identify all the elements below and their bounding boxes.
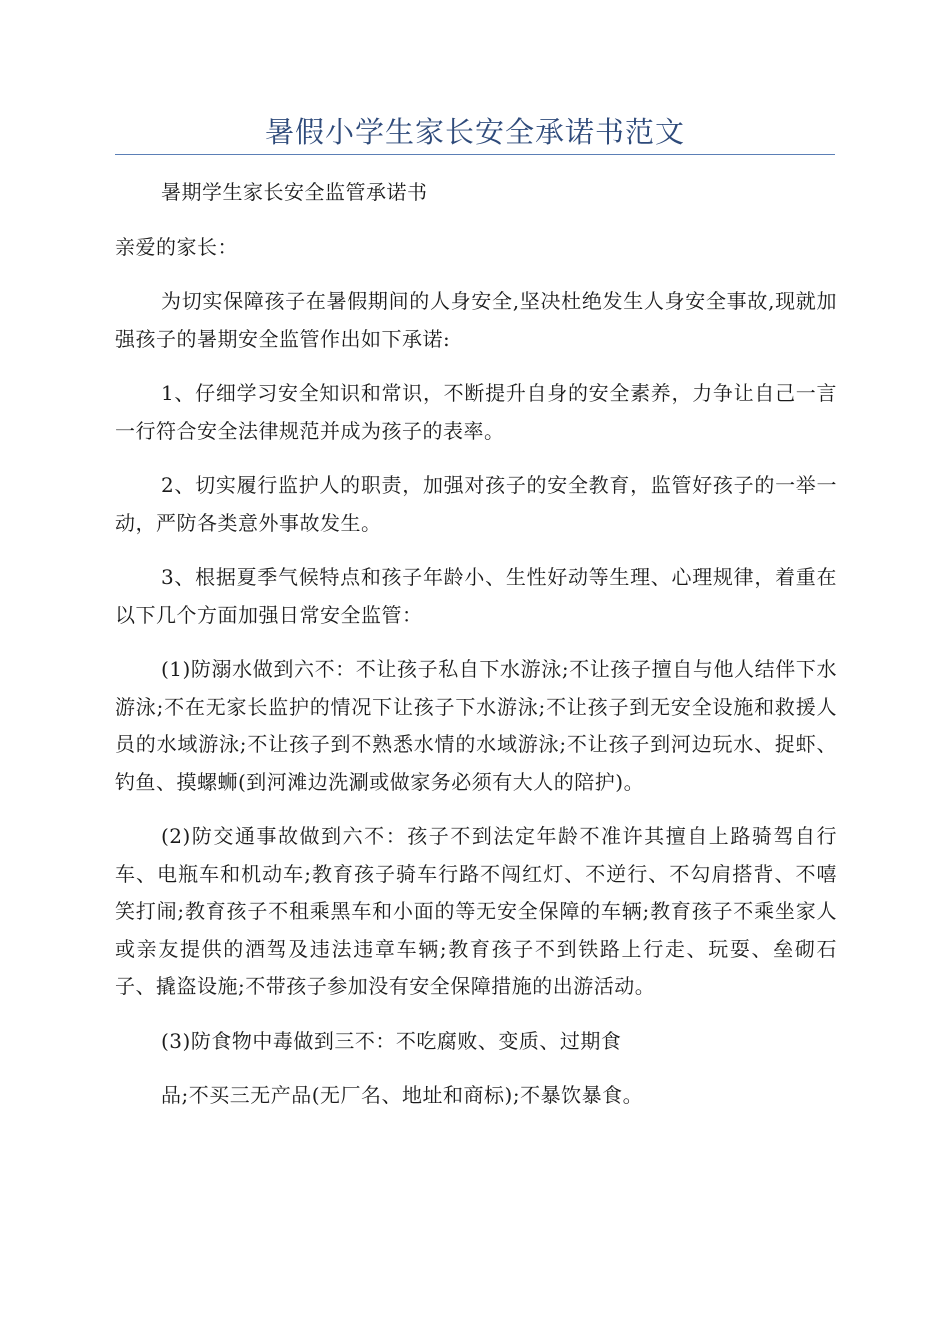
paragraph-traffic: (2)防交通事故做到六不：孩子不到法定年龄不准许其擅自上路骑驾自行车、电瓶车和机动车;教育孩子骑车行路不闯红灯、不逆行、不勾肩搭背、不嘻笑打闹;教育孩子不租乘黑车和小面的等无安全保障的车辆;教育孩子不乘坐家人或亲友提供的酒驾及违法违章车辆;教育孩子不到铁路上行走、玩耍、垒砌石子、撬盗设施;不带孩子参加没有安全保障措施的出游活动。 bbox=[115, 824, 837, 998]
salutation: 亲爱的家长： bbox=[115, 234, 238, 259]
title-underline bbox=[115, 154, 835, 155]
paragraph-intro: 为切实保障孩子在暑假期间的人身安全,坚决杜绝发生人身安全事故,现就加强孩子的暑期安全监管作出如下承诺: bbox=[115, 289, 837, 351]
paragraph-item-2: 2、切实履行监护人的职责，加强对孩子的安全教育，监管好孩子的一举一动，严防各类意外事故发生。 bbox=[115, 473, 837, 535]
document-title: 暑假小学生家长安全承诺书范文 bbox=[264, 115, 685, 149]
paragraph-drowning: (1)防溺水做到六不：不让孩子私自下水游泳;不让孩子擅自与他人结伴下水游泳;不在无家长监护的情况下让孩子下水游泳;不让孩子到无安全设施和救援人员的水域游泳;不让孩子到不熟悉水情的水域游泳;不让孩子到河边玩水、捉虾、钓鱼、摸螺蛳(到河滩边洗涮或做家务必须有大人的陪护)。 bbox=[115, 657, 837, 794]
document-subtitle: 暑期学生家长安全监管承诺书 bbox=[161, 180, 428, 204]
paragraph-item-1: 1、仔细学习安全知识和常识，不断提升自身的安全素养，力争让自己一言一行符合安全法律规范并成为孩子的表率。 bbox=[115, 381, 837, 443]
paragraph-food-1: (3)防食物中毒做到三不：不吃腐败、变质、过期食 bbox=[161, 1028, 622, 1053]
paragraph-item-3: 3、根据夏季气候特点和孩子年龄小、生性好动等生理、心理规律，着重在以下几个方面加强日常安全监管： bbox=[115, 565, 837, 627]
document-body bbox=[115, 174, 837, 1132]
paragraph-food-2: 品;不买三无产品(无厂名、地址和商标);不暴饮暴食。 bbox=[161, 1083, 644, 1107]
